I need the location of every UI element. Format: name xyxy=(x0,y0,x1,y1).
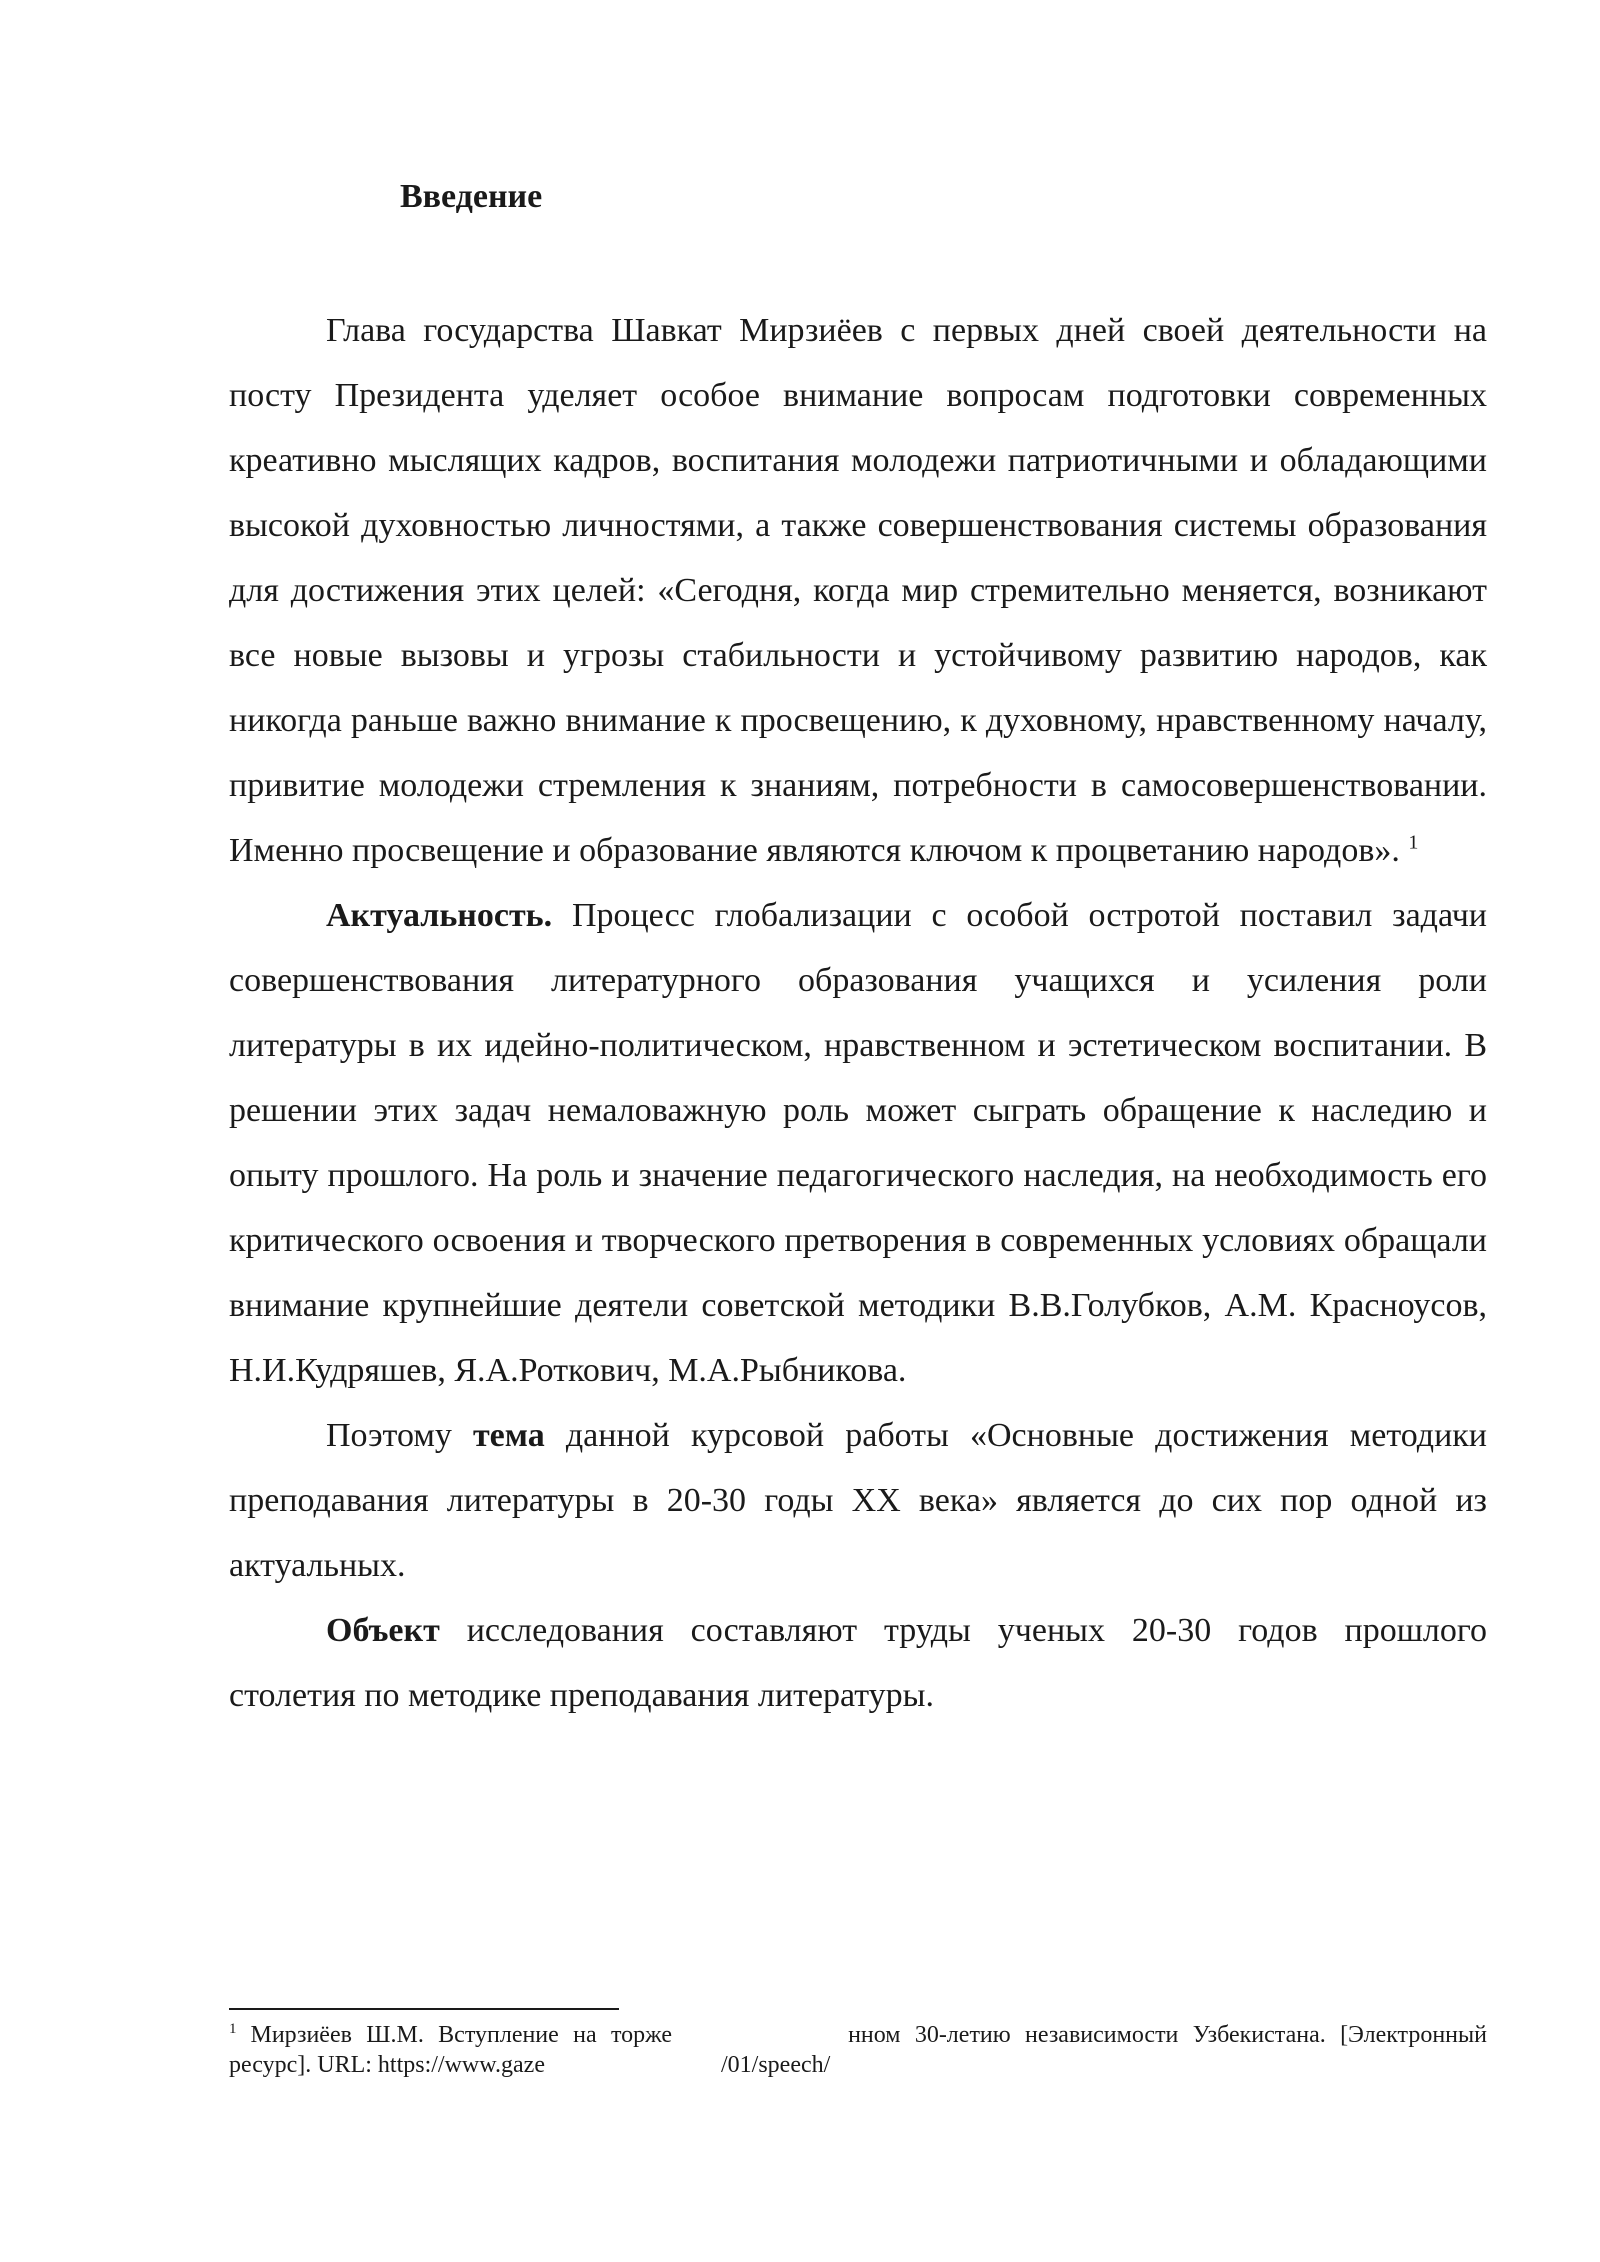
paragraph-object xyxy=(229,1598,1487,1728)
paragraph-object-label: Объект xyxy=(326,1612,440,1649)
paragraph-topic-text-b: данной курсовой работы «Основные достижения методики преподавания литературы в 20-30 годы XX века» является до сих пор одной из актуальных. xyxy=(229,1417,1487,1584)
paragraph-topic-label: тема xyxy=(472,1417,545,1454)
paragraph-topic-text-a: Поэтому xyxy=(326,1417,473,1454)
paragraph-intro-text: Глава государства Шавкат Мирзиёев с первых дней своей деятельности на посту Президента уделяет особое внимание вопросам подготовки современных креативно мыслящих кадров, воспитания молодежи патриотичными и обладающими высокой духовностью личностями, а также совершенствования системы образования для достижения этих целей: «Сегодня, когда мир стремительно меняется, возникают все новые вызовы и угрозы стабильности и устойчивому развитию народов, как никогда раньше важно внимание к просвещению, к духовному, нравственному началу, привитие молодежи стремления к знаниям, потребности в самосовершенствовании. Именно просвещение и образование являются ключом к процветанию народов». xyxy=(229,312,1487,869)
paragraph-relevance-label: Актуальность. xyxy=(326,897,553,934)
footnote xyxy=(229,2020,1487,2080)
paragraph-relevance xyxy=(229,883,1487,1403)
footnote-text-b: нном 30-летию независимости Узбекистана. [Электронный ресурс]. URL: https://www.gaze xyxy=(229,2022,1487,2078)
footnote-text-c: /01/speech/ xyxy=(720,2052,831,2078)
paragraph-relevance-text: Процесс глобализации с особой остротой поставил задачи совершенствования литературного образования учащихся и усиления роли литературы в их идейно-политическом, нравственном и эстетическом воспитании. В решении этих задач немаловажную роль может сыграть обращение к наследию и опыту прошлого. На роль и значение педагогического наследия, на необходимость его критического освоения и творческого претворения в современных условиях обращали внимание крупнейшие деятели советской методики В.В.Голубков, А.М. Красноусов, Н.И.Кудряшев, Я.А.Роткович, М.А.Рыбникова. xyxy=(229,897,1487,1389)
footnote-separator xyxy=(229,2008,619,2010)
footnote-reference[interactable]: 1 xyxy=(1408,831,1419,854)
paragraph-intro xyxy=(229,298,1487,883)
paragraph-object-text: исследования составляют труды ученых 20-30 годов прошлого столетия по методике преподавания литературы. xyxy=(229,1612,1487,1714)
body-text xyxy=(229,298,1487,1728)
footnote-text-a: Мирзиёев Ш.М. Вступление на торже xyxy=(250,2022,673,2048)
footnote-number: 1 xyxy=(229,2021,237,2037)
paragraph-topic xyxy=(229,1403,1487,1598)
section-heading: Введение xyxy=(400,178,543,215)
